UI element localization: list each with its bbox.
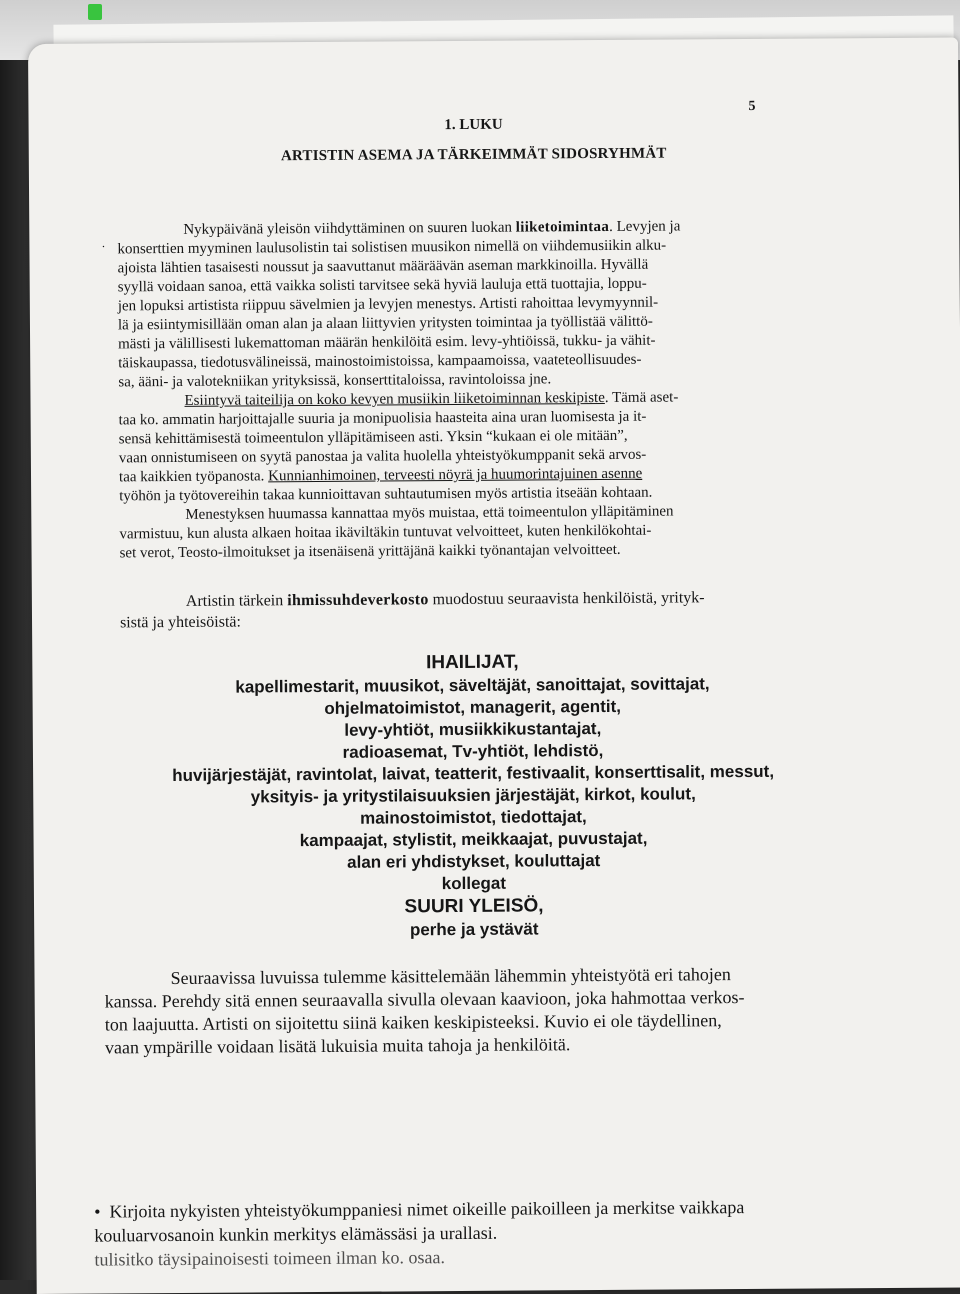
emphasis-ihmissuhdeverkosto: ihmissuhdeverkosto (287, 591, 429, 610)
paragraph-line: työhön ja työtovereihin takaa kunnioittavan suhtautumisen myös artistia itseään kohtaan. (119, 484, 653, 505)
task-line: kouluarvosanoin kunkin merkitys elämässäsi ja urallasi. (94, 1222, 498, 1246)
network-item: kapellimestarit, muusikot, säveltäjät, sanoittajat, sovittajat, (235, 674, 710, 697)
network-item: ohjelmatoimistot, managerit, agentit, (324, 696, 622, 718)
task-line: • Kirjoita nykyisten yhteistyökumppaniesi nimet oikeille paikoilleen ja merkitse vaikkapa (94, 1197, 745, 1222)
network-item: kampaajat, stylistit, meikkaajat, puvustajat, (299, 828, 648, 851)
paragraph-line: syyllä voidaan sanoa, että vaikka solisti tarvitsee sekä hyviä lauluja että tuottajia, loppu- (117, 275, 647, 296)
network-item: IHAILIJAT, (425, 651, 519, 674)
book-page (28, 38, 960, 1294)
paragraph-line: konserttien myyminen laulusolistin tai solistisen muusikon nimellä on viihdemusiikin alku- (117, 237, 667, 258)
bullet-icon: • (94, 1201, 101, 1222)
paragraph-line: taa kaikkien työpanosta. Kunnianhimoinen, terveesti nöyrä ja huumorintajuinen asenne (118, 465, 643, 486)
chapter-heading: 1. LUKU (444, 116, 503, 134)
paragraph-line: vaan onnistumiseen on syytä panostaa ja valita huolella yhteistyökumppanit sekä arvos- (118, 446, 647, 467)
paragraph-line: ton laajuutta. Artisti on sijoitettu siinä kaiken keskipisteeksi. Kuvio ei ole täydellinen, (104, 1010, 722, 1035)
green-tab-marker (88, 4, 102, 20)
task-instruction (94, 1194, 924, 1272)
margin-dot: · (101, 239, 106, 254)
paragraph-line: Esiintyvä taiteilija on koko kevyen musiikin liiketoiminnan keskipiste. Tämä aset- (184, 389, 679, 409)
network-list (72, 648, 874, 944)
task-line: tulisitko täysipainoisesti toimeen ilman ko. osaa. (94, 1247, 446, 1270)
page-title: ARTISTIN ASEMA JA TÄRKEIMMÄT SIDOSRYHMÄT (280, 145, 667, 165)
paragraph-line: sistä ja yhteisöistä: (119, 613, 241, 632)
network-item: alan eri yhdistykset, kouluttajat (347, 851, 601, 872)
paragraph-line: Seuraavissa luvuissa tulemme käsittelemään lähemmin yhteistyötä eri tahojen (170, 964, 731, 989)
paragraph-line: kanssa. Perehdy sitä ennen seuraavalla sivulla olevaan kaavioon, joka hahmottaa verkos- (104, 987, 745, 1012)
paragraph-line: lä ja esiintymisillään oman alan ja alaan liittyvien yritysten toimintaa ja työllistää välittö- (117, 313, 653, 334)
underlined-phrase: Esiintyvä taiteilija on koko kevyen musiikin liiketoiminnan keskipiste (184, 389, 605, 409)
paragraph-line: ajoista lähtien tasaisesti noussut ja saavuttanut määräävän aseman markkinoilla. Hyvällä (117, 256, 649, 277)
paragraph-line: varmistuu, kun alusta alkaen hoitaa ikäviltäkin tuntuvat velvoitteet, kuten henkilökohtai- (119, 522, 652, 543)
paragraph-line: Artistin tärkein ihmissuhdeverkosto muodostuu seuraavista henkilöistä, yrityk- (185, 589, 705, 610)
body-text (117, 216, 879, 563)
paragraph-line: sa, ääni- ja valotekniikan yrityksissä, konserttitaloissa, ravintoloissa jne. (118, 371, 552, 391)
network-item: kollegat (441, 873, 507, 894)
network-item: radioasemat, Tv-yhtiöt, lehdistö, (342, 741, 604, 762)
paragraph-line: taa ko. ammatin harjoittajalle suuria ja monipuolisia haasteita aina uran luomisesta ja it- (118, 408, 647, 429)
paragraph-line: sensä kehittämisestä toimeentulon ylläpitämiseen asti. Yksin “kukaan ei ole mitään”, (118, 427, 628, 448)
network-item: levy-yhtiöt, musiikkikustantajat, (344, 719, 602, 740)
network-intro (120, 586, 880, 633)
network-item: mainostoimistot, tiedottajat, (360, 807, 587, 828)
paragraph-line: mästi ja välillisesti lukemattoman määrän henkilöitä esim. levy-yhtiöissä, tukku- ja vähit- (118, 332, 656, 353)
network-item: SUURI YLEISÖ, (404, 895, 544, 918)
network-item: huvijärjestäjät, ravintolat, laivat, teatterit, festivaalit, konserttisalit, messut, (172, 761, 775, 786)
paragraph-line: vaan ympärille voidaan lisätä lukuisia muita tahoja ja henkilöitä. (104, 1034, 571, 1058)
paragraph-line: täiskaupassa, tiedotusvälineissä, mainostoimistoissa, kampaamoissa, vaateteollisuudes- (118, 351, 642, 372)
network-item: yksityis- ja yritystilaisuuksien järjestäjät, kirkot, koulut, (250, 784, 696, 807)
paragraph-line: Nykypäivänä yleisön viihdyttäminen on suuren luokan liiketoimintaa. Levyjen ja (183, 218, 681, 238)
paragraph-line: set verot, Teosto-ilmoitukset ja itsenäisenä yrittäjänä kaikki työnantajan velvoitteet. (119, 541, 621, 562)
network-item: perhe ja ystävät (409, 919, 539, 940)
emphasis-liiketoimintaa: liiketoimintaa (515, 218, 610, 236)
paragraph-line: Menestyksen huumassa kannattaa myös muistaa, että toimeentulon ylläpitäminen (185, 503, 674, 523)
page-number: 5 (748, 98, 756, 114)
paragraph-line: jen lopuksi artistista riippuu sävelmien ja levyjen menestys. Artisti rahoittaa levymyynnil- (117, 294, 659, 315)
underlined-phrase: Kunnianhimoinen, terveesti nöyrä ja huumorintajuinen asenne (268, 465, 643, 485)
closing-paragraph (104, 962, 895, 1060)
